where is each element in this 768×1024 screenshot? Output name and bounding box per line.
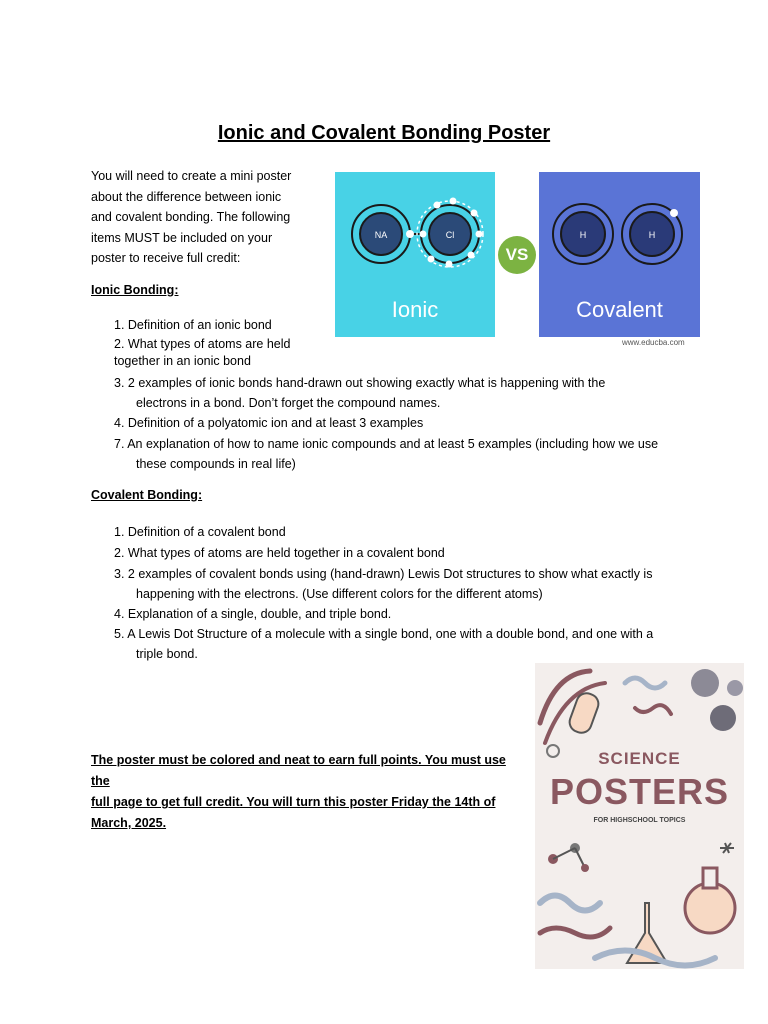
ionic-item-text: 1. Definition of an ionic bond xyxy=(114,318,272,332)
covalent-heading: Covalent Bonding: xyxy=(91,488,203,502)
covalent-item-4 xyxy=(114,604,391,624)
lab-doodles-graphic xyxy=(535,663,744,969)
poster-title-science: SCIENCE xyxy=(598,749,681,768)
covalent-item-text: 4. Explanation of a single, double, and triple bond. xyxy=(114,607,392,621)
intro-line: items MUST be included on your xyxy=(91,230,273,245)
covalent-item-5 xyxy=(114,624,653,664)
ionic-heading: Ionic Bonding: xyxy=(91,283,179,297)
ionic-item-text: 3. 2 examples of ionic bonds hand-drawn out showing exactly what is happening with the xyxy=(114,376,606,390)
covalent-item-text: 3. 2 examples of covalent bonds using (hand-drawn) Lewis Dot structures to show what exactly is xyxy=(114,567,653,581)
hydrogen-symbol: H xyxy=(579,230,587,240)
intro-line: and covalent bonding. The following xyxy=(91,210,291,224)
covalent-item-text: 1. Definition of a covalent bond xyxy=(114,525,286,539)
intro-line: poster to receive full credit: xyxy=(91,251,241,265)
deadline-line: The poster must be colored and neat to earn full points. You must use the xyxy=(91,753,506,788)
deadline-line: full page to get full credit. You will turn this poster Friday the 14th of xyxy=(91,795,496,809)
poster-subtitle: FOR HIGHSCHOOL TOPICS xyxy=(593,817,686,824)
ionic-item-7 xyxy=(114,434,658,474)
chlorine-symbol: Cl xyxy=(445,230,455,240)
ionic-panel xyxy=(335,172,495,337)
page-title: Ionic and Covalent Bonding Poster xyxy=(217,122,551,144)
ionic-item-text: these compounds in real life) xyxy=(136,457,296,471)
ionic-label: Ionic xyxy=(391,297,439,322)
ionic-item-1 xyxy=(114,315,272,335)
covalent-item-2 xyxy=(114,543,445,563)
ionic-item-4 xyxy=(114,413,423,433)
intro-line: You will need to create a mini poster xyxy=(91,169,292,183)
ionic-item-text: electrons in a bond. Don’t forget the compound names. xyxy=(136,396,441,410)
covalent-item-text: happening with the electrons. (Use different colors for the different atoms) xyxy=(136,587,543,601)
image-credit: www.educba.com xyxy=(622,338,685,347)
poster-title-posters: POSTERS xyxy=(549,771,730,812)
covalent-item-text: triple bond. xyxy=(136,647,198,661)
hydrogen-symbol: H xyxy=(648,230,656,240)
covalent-atoms-graphic xyxy=(539,172,700,282)
covalent-item-text: 2. What types of atoms are held together in a covalent bond xyxy=(114,546,445,560)
covalent-item-3 xyxy=(114,564,652,604)
science-poster-image xyxy=(535,663,744,969)
ionic-item-3 xyxy=(114,373,605,413)
ionic-atoms-graphic xyxy=(335,172,495,282)
deadline-line: March, 2025. xyxy=(91,816,167,830)
covalent-panel xyxy=(539,172,700,337)
covalent-label: Covalent xyxy=(576,297,663,322)
ionic-item-text: 4. Definition of a polyatomic ion and at least 3 examples xyxy=(114,416,424,430)
versus-badge: VS xyxy=(498,236,536,274)
covalent-item-text: 5. A Lewis Dot Structure of a molecule with a single bond, one with a double bond, and one with a xyxy=(114,627,654,641)
ionic-item-2 xyxy=(114,336,290,370)
ionic-item-text: 7. An explanation of how to name ionic compounds and at least 5 examples (including how we use xyxy=(114,437,659,451)
intro-paragraph xyxy=(91,166,306,269)
deadline-note xyxy=(91,750,521,834)
ionic-item-text: 2. What types of atoms are held xyxy=(114,337,291,351)
ionic-item-text: together in an ionic bond xyxy=(114,354,251,368)
intro-line: about the difference between ionic xyxy=(91,189,282,204)
covalent-item-1 xyxy=(114,522,286,542)
sodium-symbol: NA xyxy=(374,230,388,240)
